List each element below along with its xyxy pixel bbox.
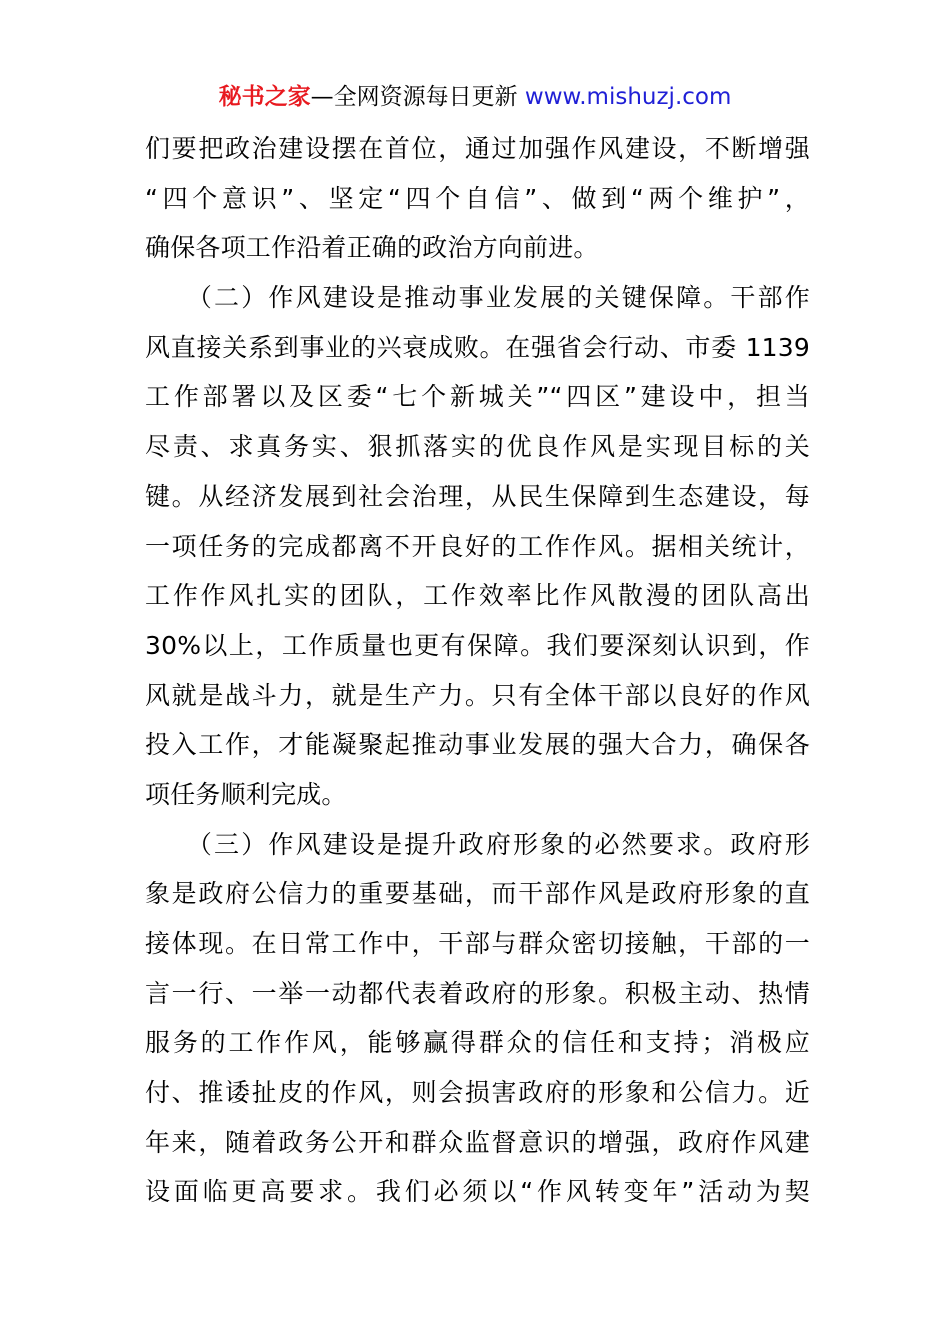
document-body [145,124,810,1217]
text-line: （二）作风建设是推动事业发展的关键保障。干部作 [145,283,810,313]
text-line: 付、推诿扯皮的作风，则会损害政府的形象和公信力。近 [145,1078,810,1108]
text-line: 们要把政治建设摆在首位，通过加强作风建设，不断增强 [145,134,810,163]
brand-name: 秘书之家 [218,84,311,110]
header-tagline: —全网资源每日更新 [310,84,525,110]
text-line: 象是政府公信力的重要基础，而干部作风是政府形象的直 [145,879,810,909]
text-line: 工作作风扎实的团队，工作效率比作风散漫的团队高出 [145,581,810,611]
text-line: 投入工作，才能凝聚起推动事业发展的强大合力，确保各 [145,730,810,760]
text-line: 设面临更高要求。我们必须以“作风转变年”活动为契 [145,1177,810,1207]
text-line: 风就是战斗力，就是生产力。只有全体干部以良好的作风 [145,680,810,710]
text-line: 年来，随着政务公开和群众监督意识的增强，政府作风建 [145,1127,810,1157]
page-header [0,80,950,114]
text-line: 30%以上，工作质量也更有保障。我们要深刻认识到，作 [145,630,810,660]
text-line: 尽责、求真务实、狠抓落实的优良作风是实现目标的关 [145,432,810,462]
text-line: 接体现。在日常工作中，干部与群众密切接触，干部的一 [145,929,810,958]
text-line: “四个意识”、坚定“四个自信”、做到“两个维护”， [145,183,810,213]
text-line: 项任务顺利完成。 [145,779,347,809]
text-line: 一项任务的完成都离不开良好的工作作风。据相关统计， [145,531,810,561]
text-line: 工作部署以及区委“七个新城关”“四区”建设中，担当 [145,382,810,412]
site-url: www.mishuzj.com [524,84,732,110]
text-line: 服务的工作作风，能够赢得群众的信任和支持；消极应 [145,1028,810,1058]
text-line: （三）作风建设是提升政府形象的必然要求。政府形 [145,829,810,859]
text-line: 风直接关系到事业的兴衰成败。在强省会行动、市委 1139 [145,332,810,362]
text-line: 确保各项工作沿着正确的政治方向前进。 [145,233,599,263]
text-line: 键。从经济发展到社会治理，从民生保障到生态建设，每 [145,481,810,511]
text-line: 言一行、一举一动都代表着政府的形象。积极主动、热情 [145,978,810,1008]
